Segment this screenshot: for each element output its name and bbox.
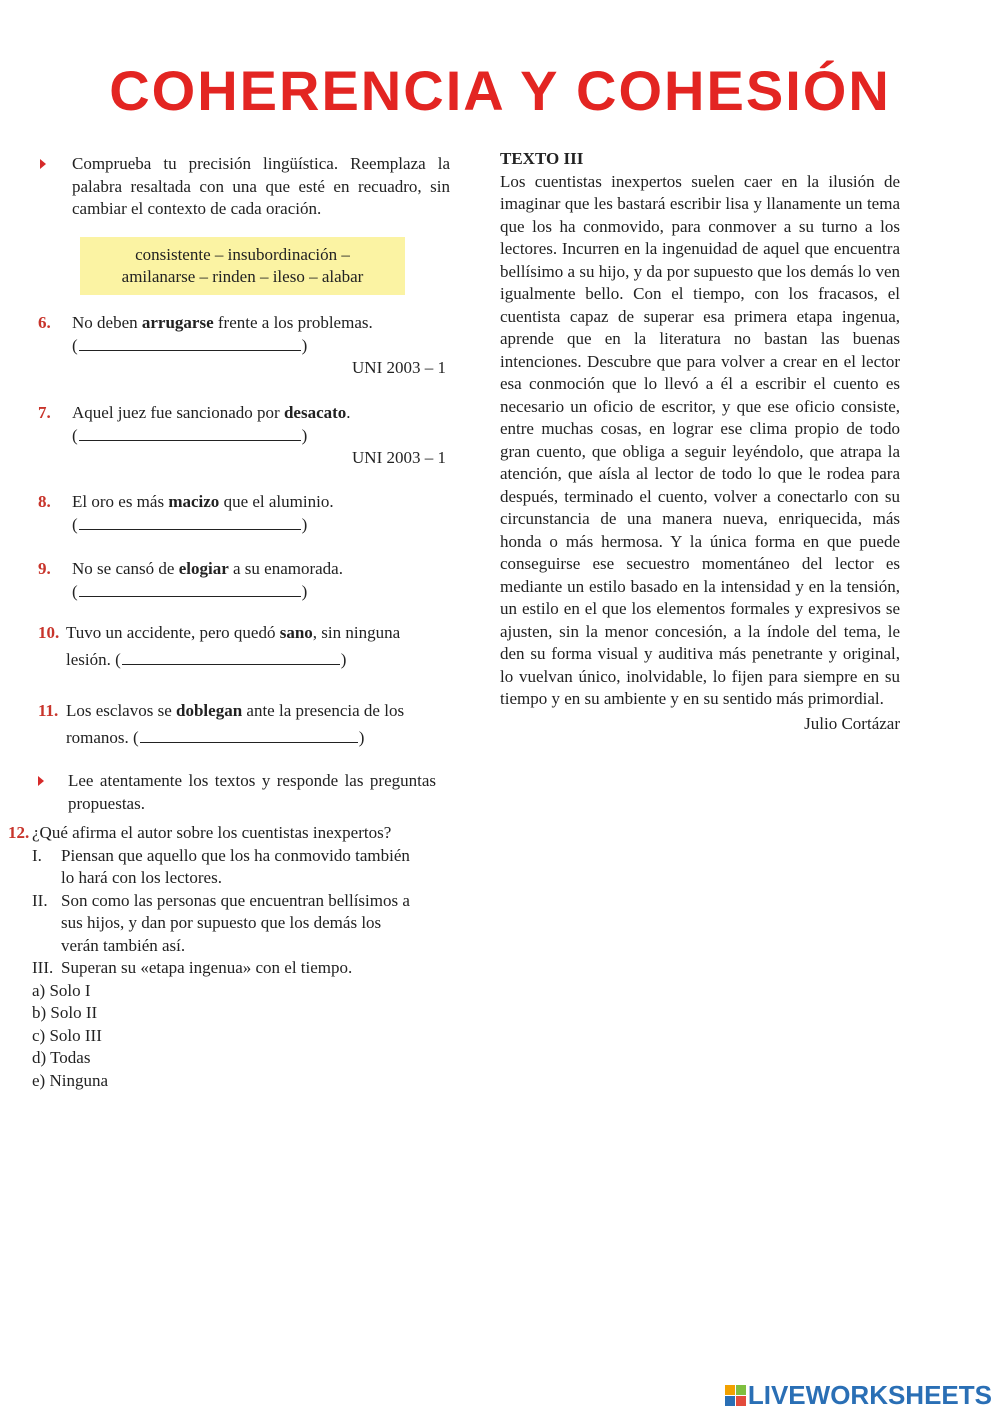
text-author: Julio Cortázar xyxy=(804,713,900,733)
question-11: 11. Los esclavos se doblegan ante la presencia de los romanos. ( ) xyxy=(38,701,405,747)
highlighted-word: sano xyxy=(279,623,313,642)
liveworksheets-logo-icon xyxy=(725,1385,746,1406)
answer-option[interactable]: c) Solo III xyxy=(32,1025,102,1045)
question-number: 11. xyxy=(38,701,59,720)
word-box-line: amilanarse – rinden – ileso – alabar xyxy=(121,267,364,286)
highlighted-word: macizo xyxy=(168,492,220,511)
highlighted-word: arrugarse xyxy=(141,313,214,332)
highlighted-word: elogiar xyxy=(178,559,229,578)
question-number: 8. xyxy=(38,492,51,511)
statement-item: III. Superan su «etapa ingenua» con el tiempo. xyxy=(32,958,353,977)
question-6: 6. No deben arrugarse frente a los problemas. ( ) UNI 2003 – 1 xyxy=(38,312,446,380)
text-title: TEXTO III xyxy=(500,149,584,168)
reading-text xyxy=(500,148,900,735)
answer-option[interactable]: e) Ninguna xyxy=(32,1070,109,1090)
question-8: 8. El oro es más macizo que el aluminio. ( ) xyxy=(38,492,334,534)
answer-input-9[interactable] xyxy=(79,582,301,597)
statement-item: I. Piensan que aquello que los ha conmovido también lo hará con los lectores. xyxy=(32,845,410,887)
source-label: UNI 2003 – 1 xyxy=(352,448,446,467)
highlighted-word: doblegan xyxy=(176,701,243,720)
question-12 xyxy=(8,822,428,1092)
answer-option[interactable]: b) Solo II xyxy=(32,1003,98,1022)
question-number: 6. xyxy=(38,313,51,332)
question-7: 7. Aquel juez fue sancionado por desacato. ( ) UNI 2003 – 1 xyxy=(38,402,446,470)
question-number: 12. xyxy=(8,823,30,842)
brand-name: LIVEWORKSHEETS xyxy=(747,1380,992,1410)
source-label: UNI 2003 – 1 xyxy=(352,358,446,377)
instruction-2: Lee atentamente los textos y responde las preguntas propuestas. xyxy=(38,770,436,815)
answer-input-8[interactable] xyxy=(79,515,301,530)
statement-item: II. Son como las personas que encuentran bellísimos a sus hijos, y dan por supuesto que los demás los verán también así. xyxy=(32,890,410,955)
highlighted-word: desacato xyxy=(283,403,347,422)
answer-input-11[interactable] xyxy=(140,728,358,743)
answer-input-10[interactable] xyxy=(122,650,340,665)
liveworksheets-logo xyxy=(725,1380,992,1411)
answer-input-7[interactable] xyxy=(79,426,301,441)
bullet-icon xyxy=(40,159,46,169)
answer-input-6[interactable] xyxy=(79,336,301,351)
word-box xyxy=(80,237,405,295)
question-number: 10. xyxy=(38,623,60,642)
question-9: 9. No se cansó de elogiar a su enamorada. ( ) xyxy=(38,559,343,601)
answer-option[interactable]: d) Todas xyxy=(32,1048,91,1067)
instruction-1: Comprueba tu precisión lingüística. Reemplaza la palabra resaltada con una que esté en recuadro, sin cambiar el contexto de cada oración. xyxy=(40,153,450,221)
question-text: ¿Qué afirma el autor sobre los cuentistas inexpertos? xyxy=(32,823,392,842)
text-body: Los cuentistas inexpertos suelen caer en la ilusión de imaginar que les bastará escribir lisa y llanamente un tema que los ha conmovido, para conmover a su turno a los lectores. Incurren en la ingenuidad de aquel que encuentra bellísimo a su hijo, y da por supuesto que los demás lo ven igualmente bello. Con el tiempo, con los fracasos, el cuentista capaz de superar esa primera etapa ingenua, aprende que en la literatura no bastan las buenas intenciones. Descubre que para volver a crear en el lector esa conmoción que lo llevó a él a escribir el cuento es necesario un oficio de escritor, y que ese oficio consiste, entre muchas cosas, en lograr ese clima propio de todo gran cuento, que obliga a seguir leyéndolo, que atrapa la atención, que aísla al lector de todo lo que le rodea para después, terminado el cuento, volver a conectarlo con su circunstancia de una manera nueva, enriquecida, más honda o más hermosa. Y la única forma en que puede conseguirse ese secuestro momentáneo del lector es mediante un estilo basado en la intensidad y en la tensión, un estilo en el que los elementos formales y expresivos se ajusten, sin la menor concesión, a la índole del tema, le den su forma visual y auditiva más penetrante y original, lo vuelvan único, inolvidable, lo fijen para siempre en su tiempo y en su ambiente y en su sentido más primordial. xyxy=(500,171,900,708)
question-10: 10. Tuvo un accidente, pero quedó sano, sin ninguna lesión. ( ) xyxy=(38,623,401,669)
question-number: 9. xyxy=(38,559,51,578)
answer-option[interactable]: a) Solo I xyxy=(32,980,91,1000)
word-box-line: consistente – insubordinación – xyxy=(135,245,350,264)
bullet-icon xyxy=(38,776,44,786)
page-title: COHERENCIA Y COHESIÓN xyxy=(109,59,891,122)
question-number: 7. xyxy=(38,403,51,422)
